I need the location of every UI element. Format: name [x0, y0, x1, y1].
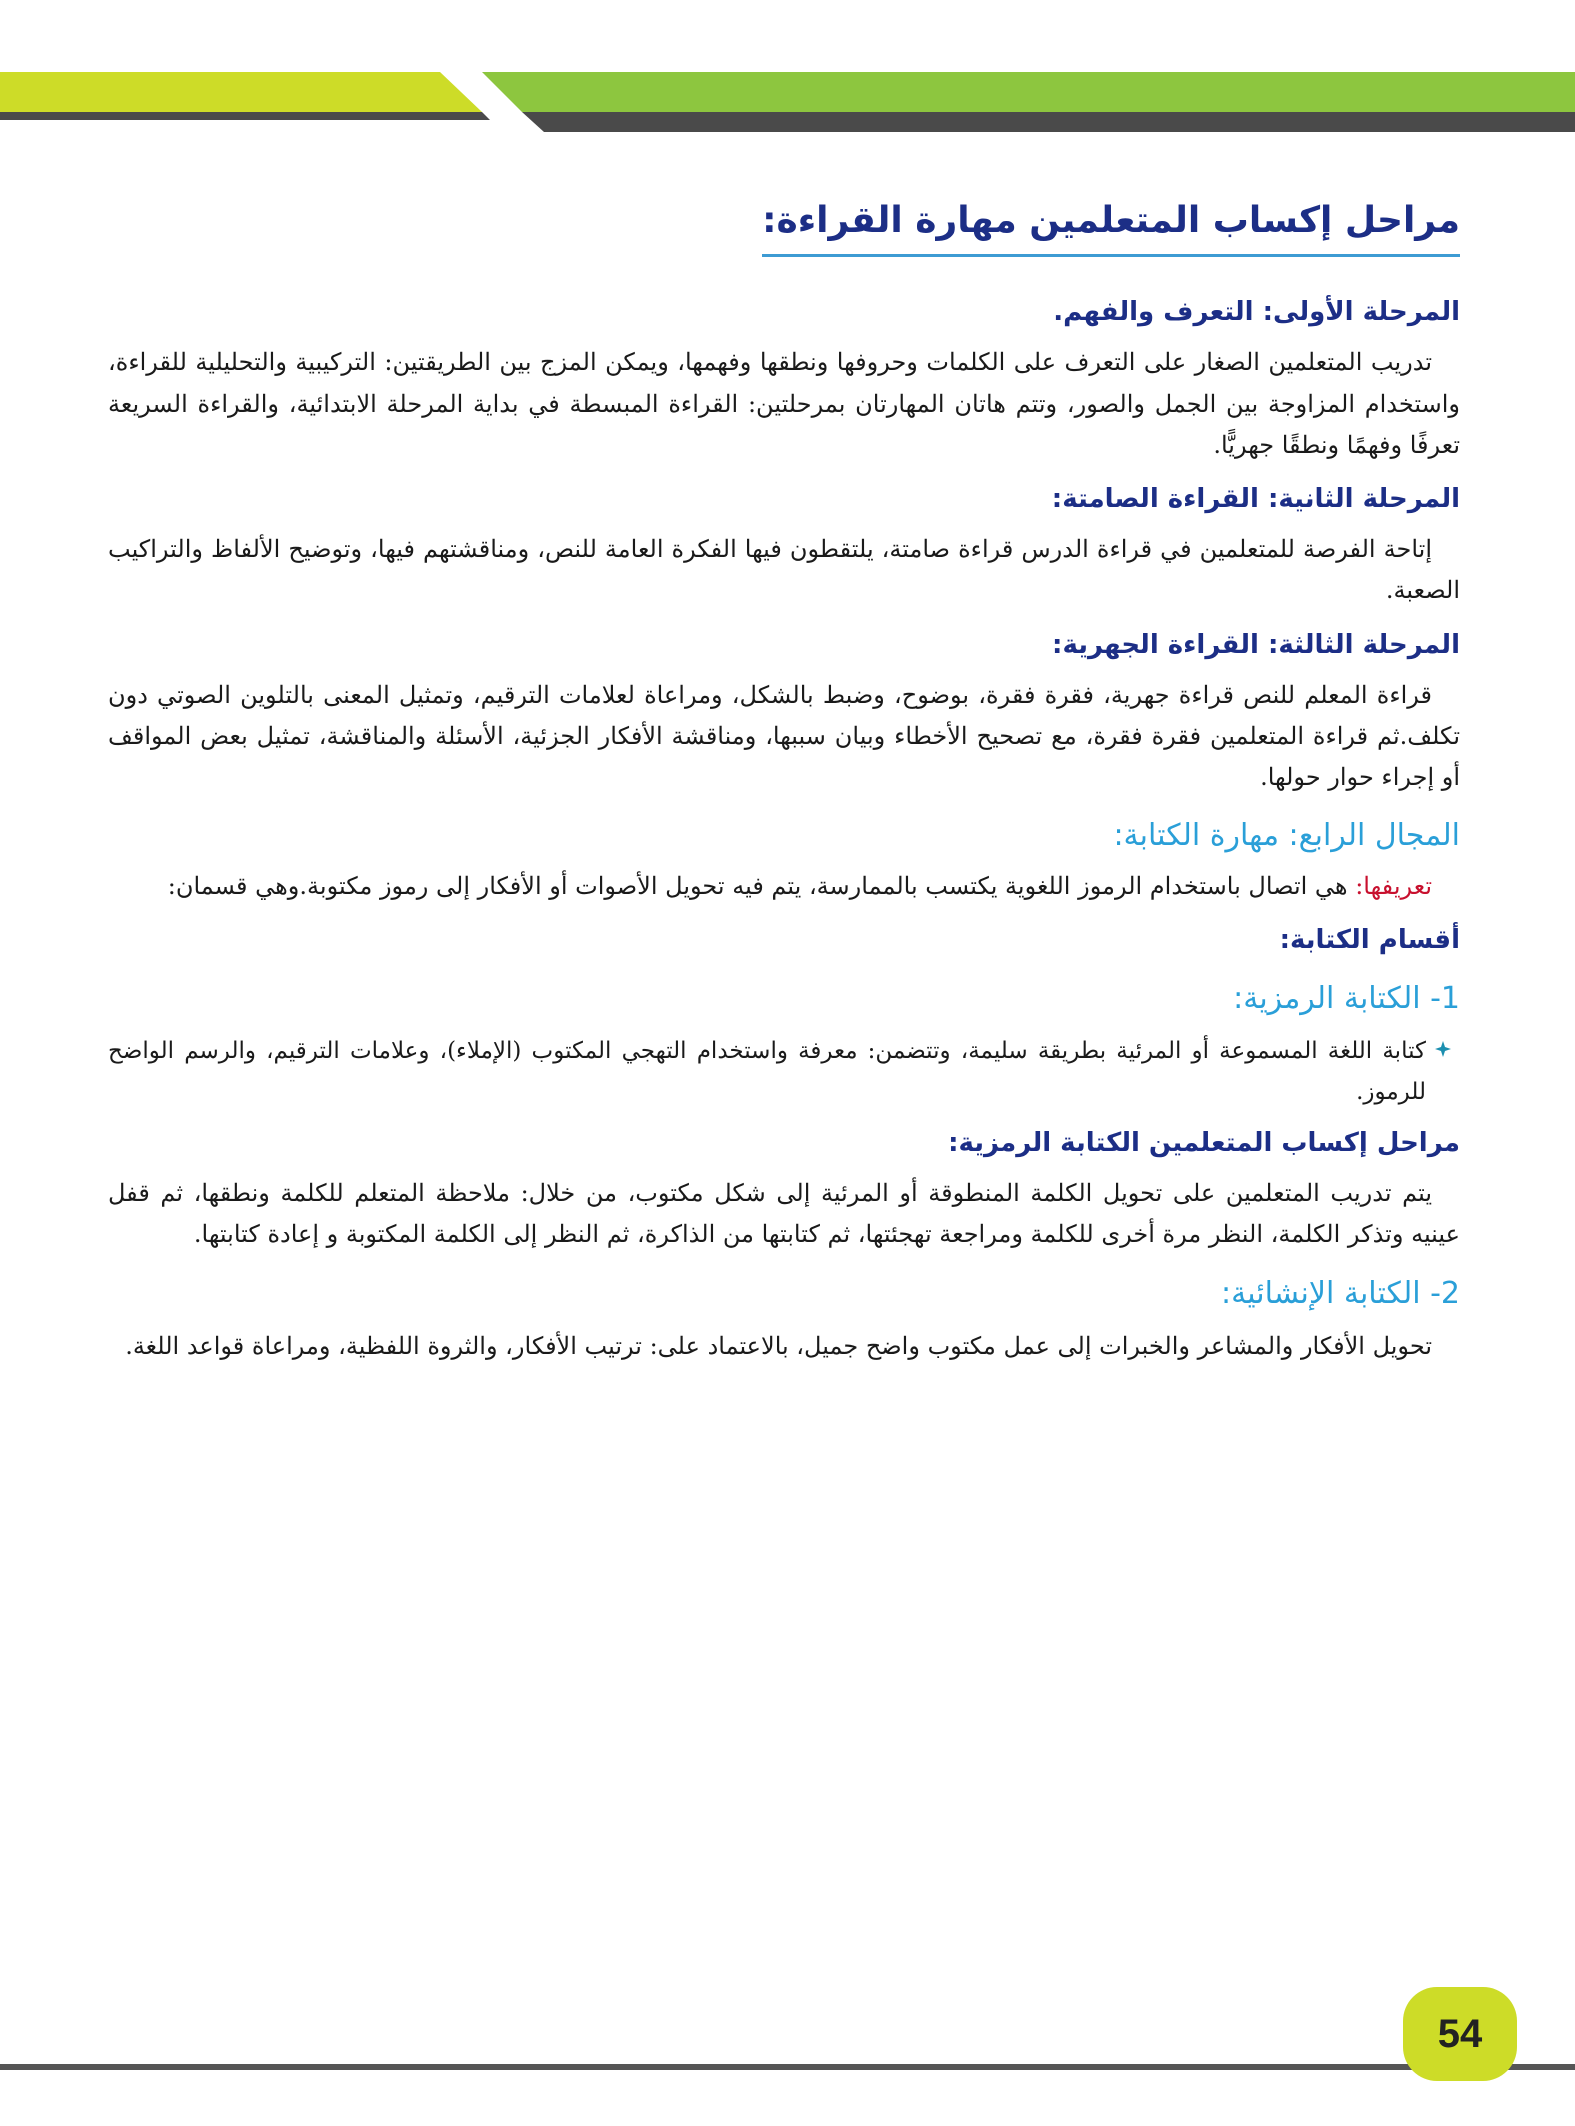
definition-paragraph: [108, 866, 1460, 907]
creative-writing-paragraph: تحويل الأفكار والمشاعر والخبرات إلى عمل مكتوب واضح جميل، بالاعتماد على: ترتيب الأفكار، والثروة اللفظية، ومراعاة قواعد اللغة.: [125, 1332, 1432, 1361]
definition-label: تعريفها:: [1355, 871, 1432, 900]
writing-sections-heading: أقسام الكتابة:: [1279, 924, 1460, 955]
header-decorative-band: [0, 0, 1575, 150]
symbolic-bullet: [108, 1031, 1460, 1114]
stage1-heading: المرحلة الأولى: التعرف والفهم.: [1053, 297, 1460, 328]
star-bullet-icon: [1426, 1031, 1460, 1057]
symbolic-stages-heading: مراحل إكساب المتعلمين الكتابة الرمزية:: [948, 1127, 1460, 1158]
creative-writing-heading: 2- الكتابة الإنشائية:: [1221, 1276, 1460, 1312]
symbolic-stages-paragraph: يتم تدريب المتعلمين على تحويل الكلمة المنطوقة أو المرئية إلى شكل مكتوب، من خلال: ملاحظة المتعلم للكلمة ونطقها، ثم قفل عينيه وتذكر الكلمة، النظر مرة أخرى للكلمة ومراجعة تهجئتها، ثم كتابتها من الذاكرة، ثم النظر إلى الكلمة المكتوبة و إعادة كتابتها.: [108, 1178, 1460, 1248]
page-content: [108, 196, 1460, 1381]
stage2-heading: المرحلة الثانية: القراءة الصامتة:: [1051, 484, 1460, 515]
stage1-paragraph: تدريب المتعلمين الصغار على التعرف على الكلمات وحروفها ونطقها وفهمها، ويمكن المزج بين الطريقتين: التركيبية والتحليلية للقراءة، واستخدام المزاوجة بين الجمل والصور، وتتم هاتان المهارتان بمرحلتين: القراءة المبسطة في بداية المرحلة الابتدائية، والقراءة السريعة تعرفًا وفهمًا ونطقًا جهريًّا.: [108, 348, 1460, 459]
page-number-badge: 54: [1403, 1987, 1517, 2081]
domain4-heading: المجال الرابع: مهارة الكتابة:: [1113, 817, 1460, 853]
definition-text: هي اتصال باستخدام الرموز اللغوية يكتسب بالممارسة، يتم فيه تحويل الأصوات أو الأفكار إلى رموز مكتوبة.وهي قسمان:: [167, 871, 1356, 900]
stage3-paragraph: قراءة المعلم للنص قراءة جهرية، فقرة فقرة، بوضوح، وضبط بالشكل، ومراعاة لعلامات الترقيم، وتمثيل المعنى بالتلوين الصوتي دون تكلف.ثم قراءة المتعلمين فقرة فقرة، مع تصحيح الأخطاء وبيان سببها، ومناقشة الأفكار الجزئية، الأسئلة والمناقشة، تمثيل بعض المواقف أو إجراء حوار حولها.: [108, 680, 1460, 792]
symbolic-bullet-text: كتابة اللغة المسموعة أو المرئية بطريقة سليمة، وتتضمن: معرفة واستخدام التهجي المكتوب (الإملاء)، وعلامات الترقيم، والرسم الواضح للرموز.: [108, 1037, 1426, 1106]
symbolic-writing-heading: 1- الكتابة الرمزية:: [1233, 980, 1460, 1016]
main-title: مراحل إكساب المتعلمين مهارة القراءة:: [762, 196, 1460, 257]
stage3-heading: المرحلة الثالثة: القراءة الجهرية:: [1052, 629, 1460, 660]
footer-line: [0, 2064, 1575, 2070]
stage2-paragraph: إتاحة الفرصة للمتعلمين في قراءة الدرس قراءة صامتة، يلتقطون فيها الفكرة العامة للنص، ومناقشتهم فيها، وتوضيح الألفاظ والتراكيب الصعبة.: [108, 535, 1460, 605]
